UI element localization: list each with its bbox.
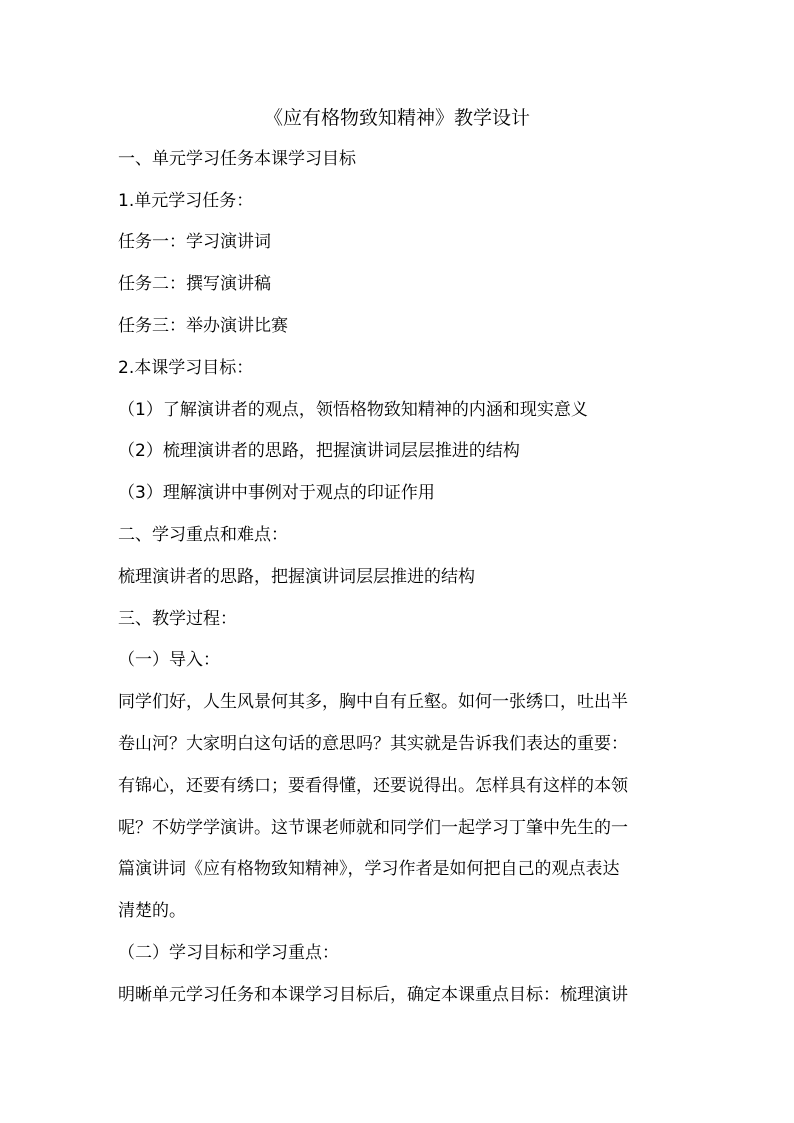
key-point-line: 梳理演讲者的思路，把握演讲词层层推进的结构 — [118, 567, 475, 587]
intro-paragraph-line-1: 同学们好，人生风景何其多，胸中自有丘壑。如何一张绣口，吐出半 — [118, 692, 628, 712]
intro-paragraph-line-5: 篇演讲词《应有格物致知精神》，学习作者是如何把自己的观点表达 — [118, 859, 620, 879]
goal-line-3: （3）理解演讲中事例对于观点的印证作用 — [118, 483, 435, 503]
section-heading-2: 二、学习重点和难点： — [118, 525, 288, 545]
intro-paragraph-line-3: 有锦心，还要有绣口；要看得懂，还要说得出。怎样具有这样的本领 — [118, 776, 628, 796]
intro-paragraph-line-2: 卷山河？大家明白这句话的意思吗？其实就是告诉我们表达的重要： — [118, 734, 628, 754]
goals-paragraph-line-1: 明晰单元学习任务和本课学习目标后，确定本课重点目标：梳理演讲 — [118, 985, 628, 1005]
goal-line-2: （2）梳理演讲者的思路，把握演讲词层层推进的结构 — [118, 441, 520, 461]
subheading-goals-and-focus: （二）学习目标和学习重点： — [118, 943, 339, 963]
intro-paragraph-line-6: 清楚的。 — [118, 901, 186, 921]
subheading-unit-tasks: 1.单元学习任务： — [118, 191, 254, 211]
goal-line-1: （1）了解演讲者的观点，领悟格物致知精神的内涵和现实意义 — [118, 400, 588, 420]
task-line-2: 任务二：撰写演讲稿 — [118, 274, 271, 294]
task-line-3: 任务三：举办演讲比赛 — [118, 316, 288, 336]
document-title: 《应有格物致知精神》教学设计 — [263, 107, 530, 129]
section-heading-3: 三、教学过程： — [118, 609, 237, 629]
intro-paragraph-line-4: 呢？不妨学学演讲。这节课老师就和同学们一起学习丁肇中先生的一 — [118, 818, 628, 838]
section-heading-1: 一、单元学习任务本课学习目标 — [118, 149, 356, 169]
subheading-lesson-goals: 2.本课学习目标： — [118, 358, 254, 378]
subheading-intro: （一）导入： — [118, 650, 220, 670]
task-line-1: 任务一：学习演讲词 — [118, 232, 271, 252]
